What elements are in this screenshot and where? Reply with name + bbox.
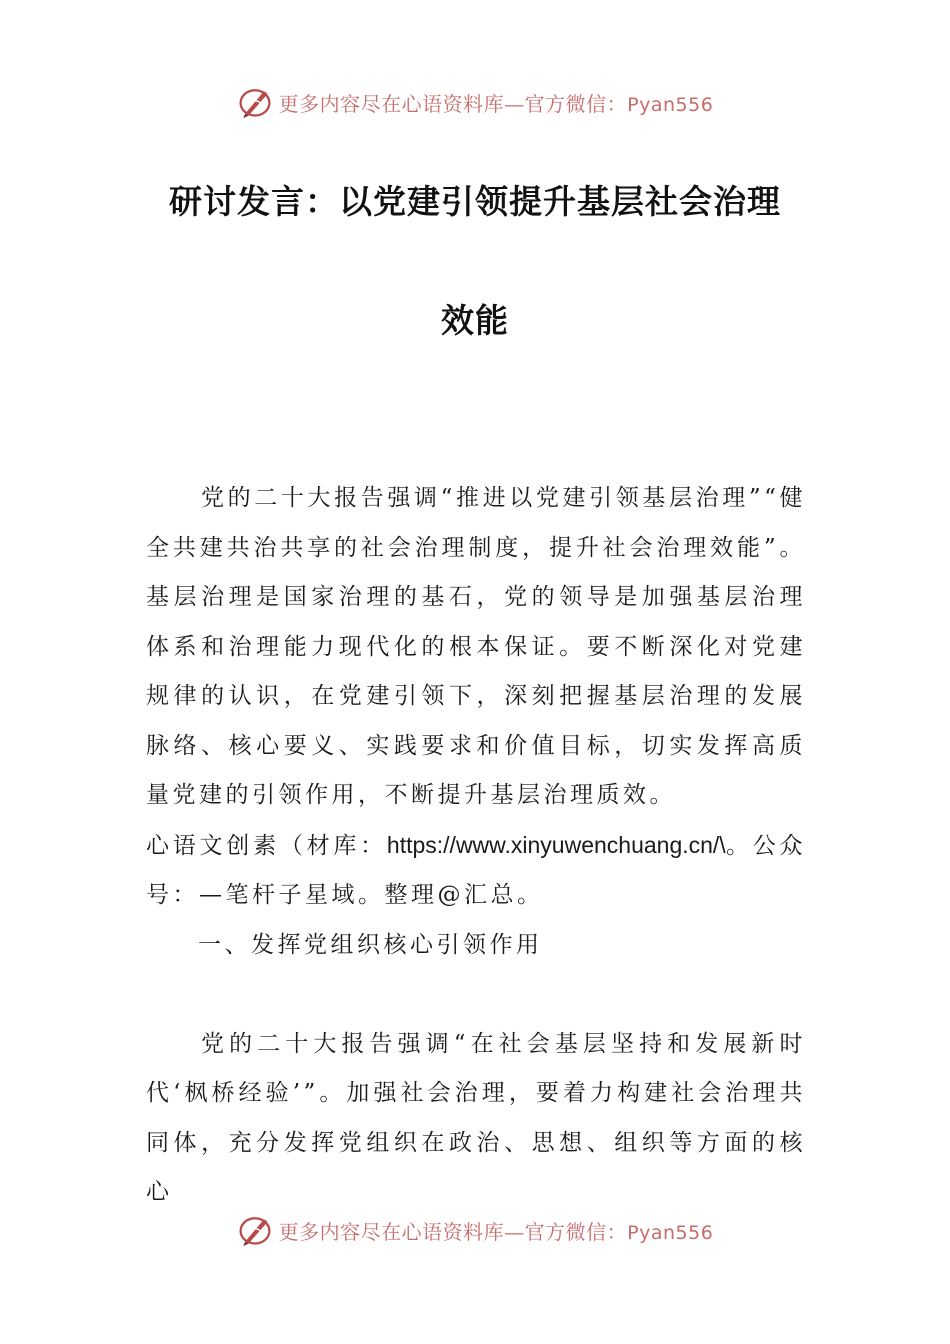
blank-line xyxy=(146,970,806,1020)
document-body xyxy=(146,474,806,1218)
watermark-text: 更多内容尽在心语资料库—官方微信：Pyan556 xyxy=(278,1219,714,1244)
pen-logo-icon xyxy=(237,1212,273,1248)
document-title-line-2: 效能 xyxy=(441,301,509,340)
source-note: 心语文创素（材库：https://www.xinyuwenchuang.cn/\。公众号：—笔杆子星域。整理@汇总。 xyxy=(146,831,807,908)
section-heading-1: 一、发挥党组织核心引领作用 xyxy=(198,931,543,958)
document-title-line-1: 研讨发言：以党建引领提升基层社会治理 xyxy=(169,182,781,221)
watermark-text: 更多内容尽在心语资料库—官方微信：Pyan556 xyxy=(278,91,714,116)
watermark-handle: Pyan556 xyxy=(627,93,714,116)
pen-logo-icon xyxy=(237,84,273,120)
source-url-link[interactable]: https://www.xinyuwenchuang.cn/\ xyxy=(386,831,726,858)
footer-watermark-banner xyxy=(0,1208,950,1252)
watermark-handle: Pyan556 xyxy=(627,1221,714,1244)
paragraph-section-1: 党的二十大报告强调“在社会基层坚持和发展新时代‘枫桥经验’”。加强社会治理，要着力构建社会治理共同体，充分发挥党组织在政治、思想、组织等方面的核心 xyxy=(146,1030,806,1205)
paragraph-intro: 党的二十大报告强调“推进以党建引领基层治理”“健全共建共治共享的社会治理制度，提升社会治理效能”。基层治理是国家治理的基石，党的领导是加强基层治理体系和治理能力现代化的根本保证。要不断深化对党建规律的认识，在党建引领下，深刻把握基层治理的发展脉络、核心要义、实践要求和价值目标，切实发挥高质量党建的引领作用，不断提升基层治理质效。 xyxy=(146,485,806,808)
header-watermark-banner xyxy=(0,80,950,124)
